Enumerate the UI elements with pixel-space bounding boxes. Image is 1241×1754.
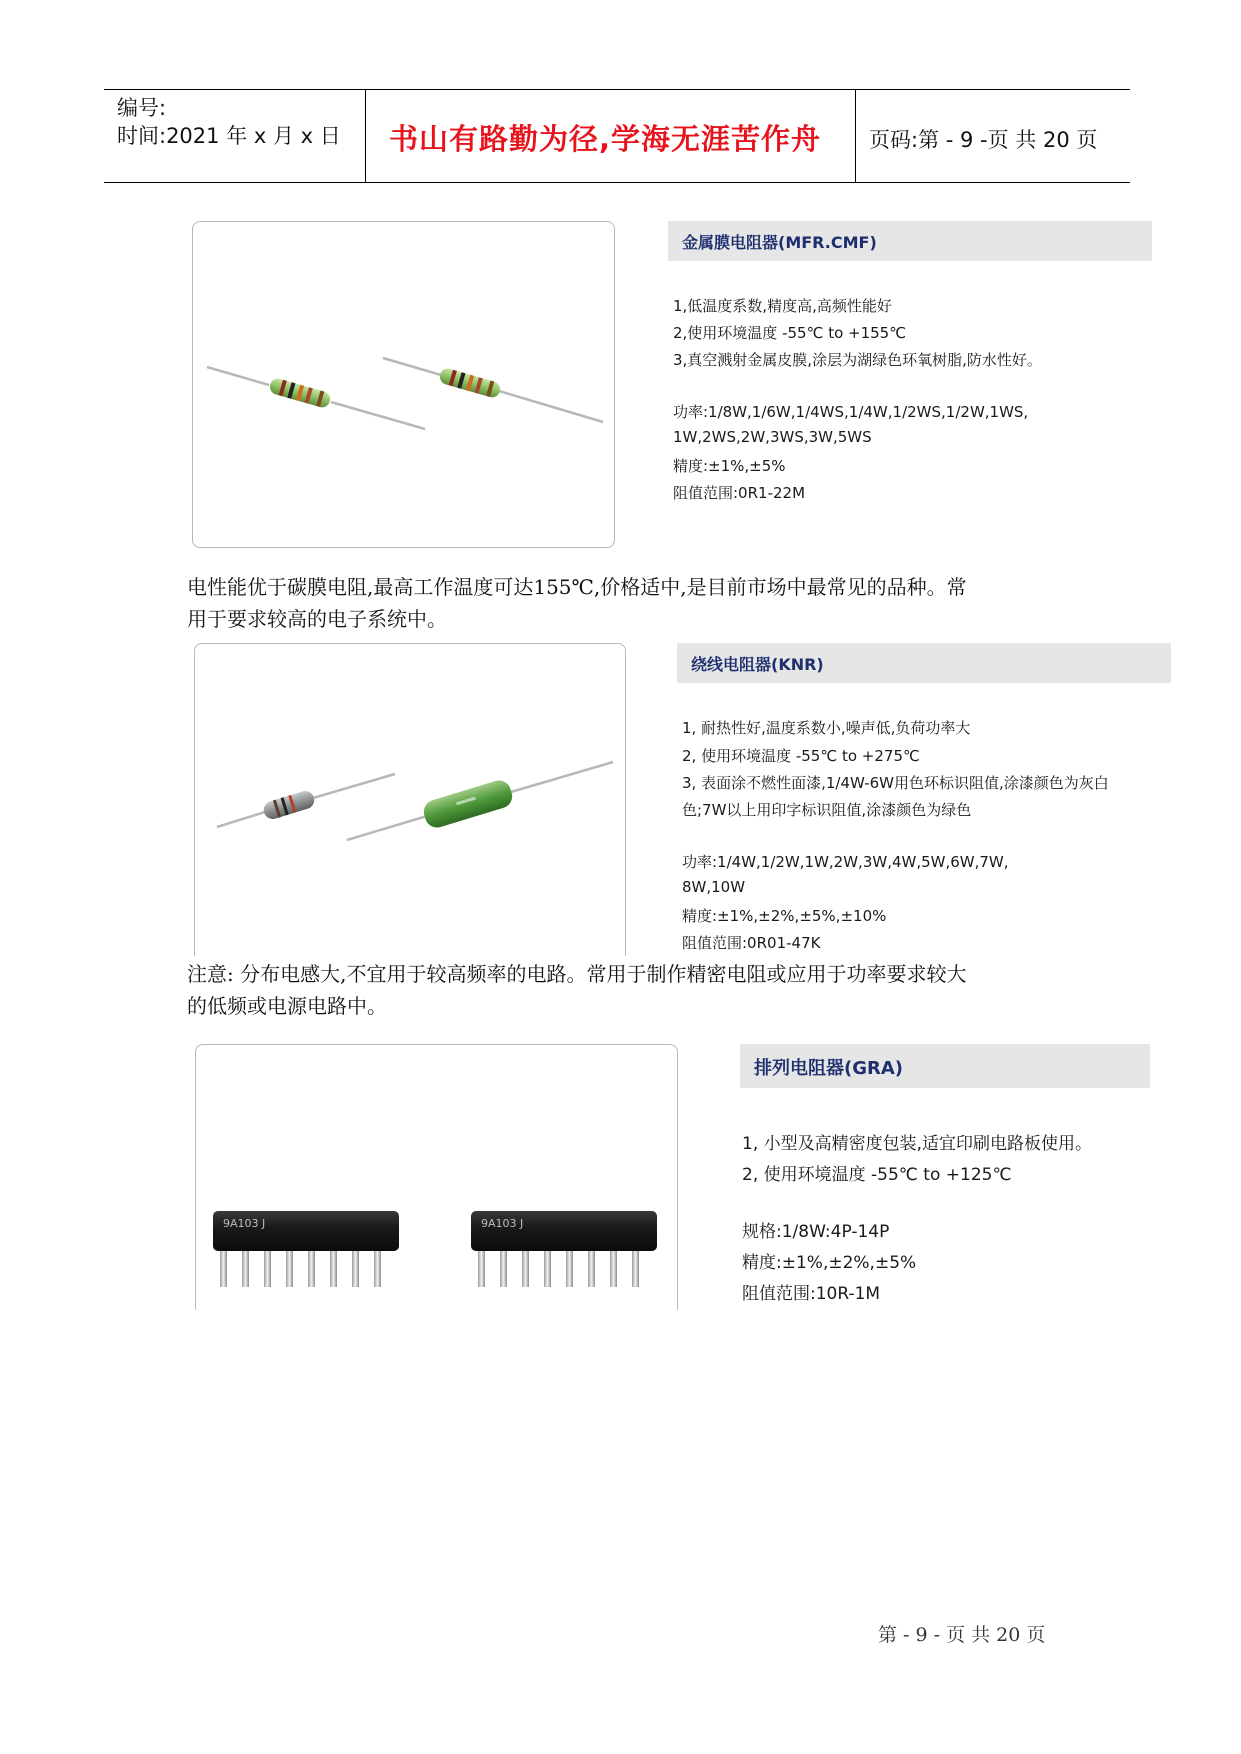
header-divider-right [855,89,856,182]
spec-line: 8W,10W [682,878,746,896]
spec-line: 3, 表面涂不燃性面漆,1/4W-6W用色环标识阻值,涂漆颜色为灰白 [682,774,1109,792]
spec-line: 色;7W以上用印字标识阻值,涂漆颜色为绿色 [682,801,972,819]
header-divider-left [365,89,366,182]
header-bottom-rule [104,182,1130,183]
resistor-network-image [195,1044,678,1310]
spec-title-bar-gra [740,1044,1150,1088]
spec-line: 3,真空溅射金属皮膜,涂层为湖绿色环氧树脂,防水性好。 [673,351,1042,369]
spec-title-mfr: 金属膜电阻器(MFR.CMF) [682,233,877,252]
spec-line: 阻值范围:0R01-47K [682,934,821,952]
metal-film-resistor-image [192,221,615,548]
paragraph-line: 用于要求较高的电子系统中。 [187,607,447,631]
spec-line: 功率:1/8W,1/6W,1/4WS,1/4W,1/2WS,1/2W,1WS, [673,403,1029,421]
wirewound-resistor-image [194,643,626,956]
paragraph-line: 注意: 分布电感大,不宜用于较高频率的电路。常用于制作精密电阻或应用于功率要求较大 [187,962,967,986]
spec-line: 精度:±1%,±2%,±5%,±10% [682,907,887,925]
spec-line: 功率:1/4W,1/2W,1W,2W,3W,4W,5W,6W,7W, [682,853,1009,871]
spec-title-bar-mfr [668,221,1152,261]
header-top-rule [104,89,1130,90]
spec-title-gra: 排列电阻器(GRA) [754,1058,904,1079]
chip-marking-right: 9A103 J [481,1217,524,1230]
spec-line: 1, 小型及高精密度包装,适宜印刷电路板使用。 [742,1134,1093,1154]
spec-line: 精度:±1%,±5% [673,457,786,475]
spec-line: 2, 使用环境温度 -55℃ to +125℃ [742,1165,1012,1185]
spec-line: 精度:±1%,±2%,±5% [742,1253,917,1273]
header-motto: 书山有路勤为径,学海无涯苦作舟 [389,122,822,156]
header-page-label: 页码:第 - 9 -页 共 20 页 [869,128,1098,152]
paragraph-metal-film [187,571,967,635]
spec-line: 阻值范围:10R-1M [742,1284,881,1304]
metal-film-resistor-icon [193,222,614,547]
header-number-label: 编号: [117,96,167,120]
paragraph-wirewound [187,958,966,1022]
paragraph-line: 电性能优于碳膜电阻,最高工作温度可达155℃,价格适中,是目前市场中最常见的品种。常 [187,575,967,599]
paragraph-line: 的低频或电源电路中。 [187,994,387,1018]
spec-line: 1,低温度系数,精度高,高频性能好 [673,297,892,315]
spec-title-bar-knr [677,643,1171,683]
spec-line: 2, 使用环境温度 -55℃ to +275℃ [682,747,920,765]
header-time-label: 时间:2021 年 x 月 x 日 [117,124,341,148]
spec-line: 规格:1/8W:4P-14P [742,1222,890,1242]
spec-line: 阻值范围:0R1-22M [673,484,806,502]
spec-line: 1W,2WS,2W,3WS,3W,5WS [673,428,872,446]
resistor-network-icon [196,1045,677,1310]
footer-page-number: 第 - 9 - 页 共 20 页 [878,1624,1046,1646]
wirewound-resistor-icon [195,644,625,956]
chip-marking-left: 9A103 J [223,1217,266,1230]
spec-line: 1, 耐热性好,温度系数小,噪声低,负荷功率大 [682,719,971,737]
spec-title-knr: 绕线电阻器(KNR) [691,655,824,674]
spec-line: 2,使用环境温度 -55℃ to +155℃ [673,324,907,342]
